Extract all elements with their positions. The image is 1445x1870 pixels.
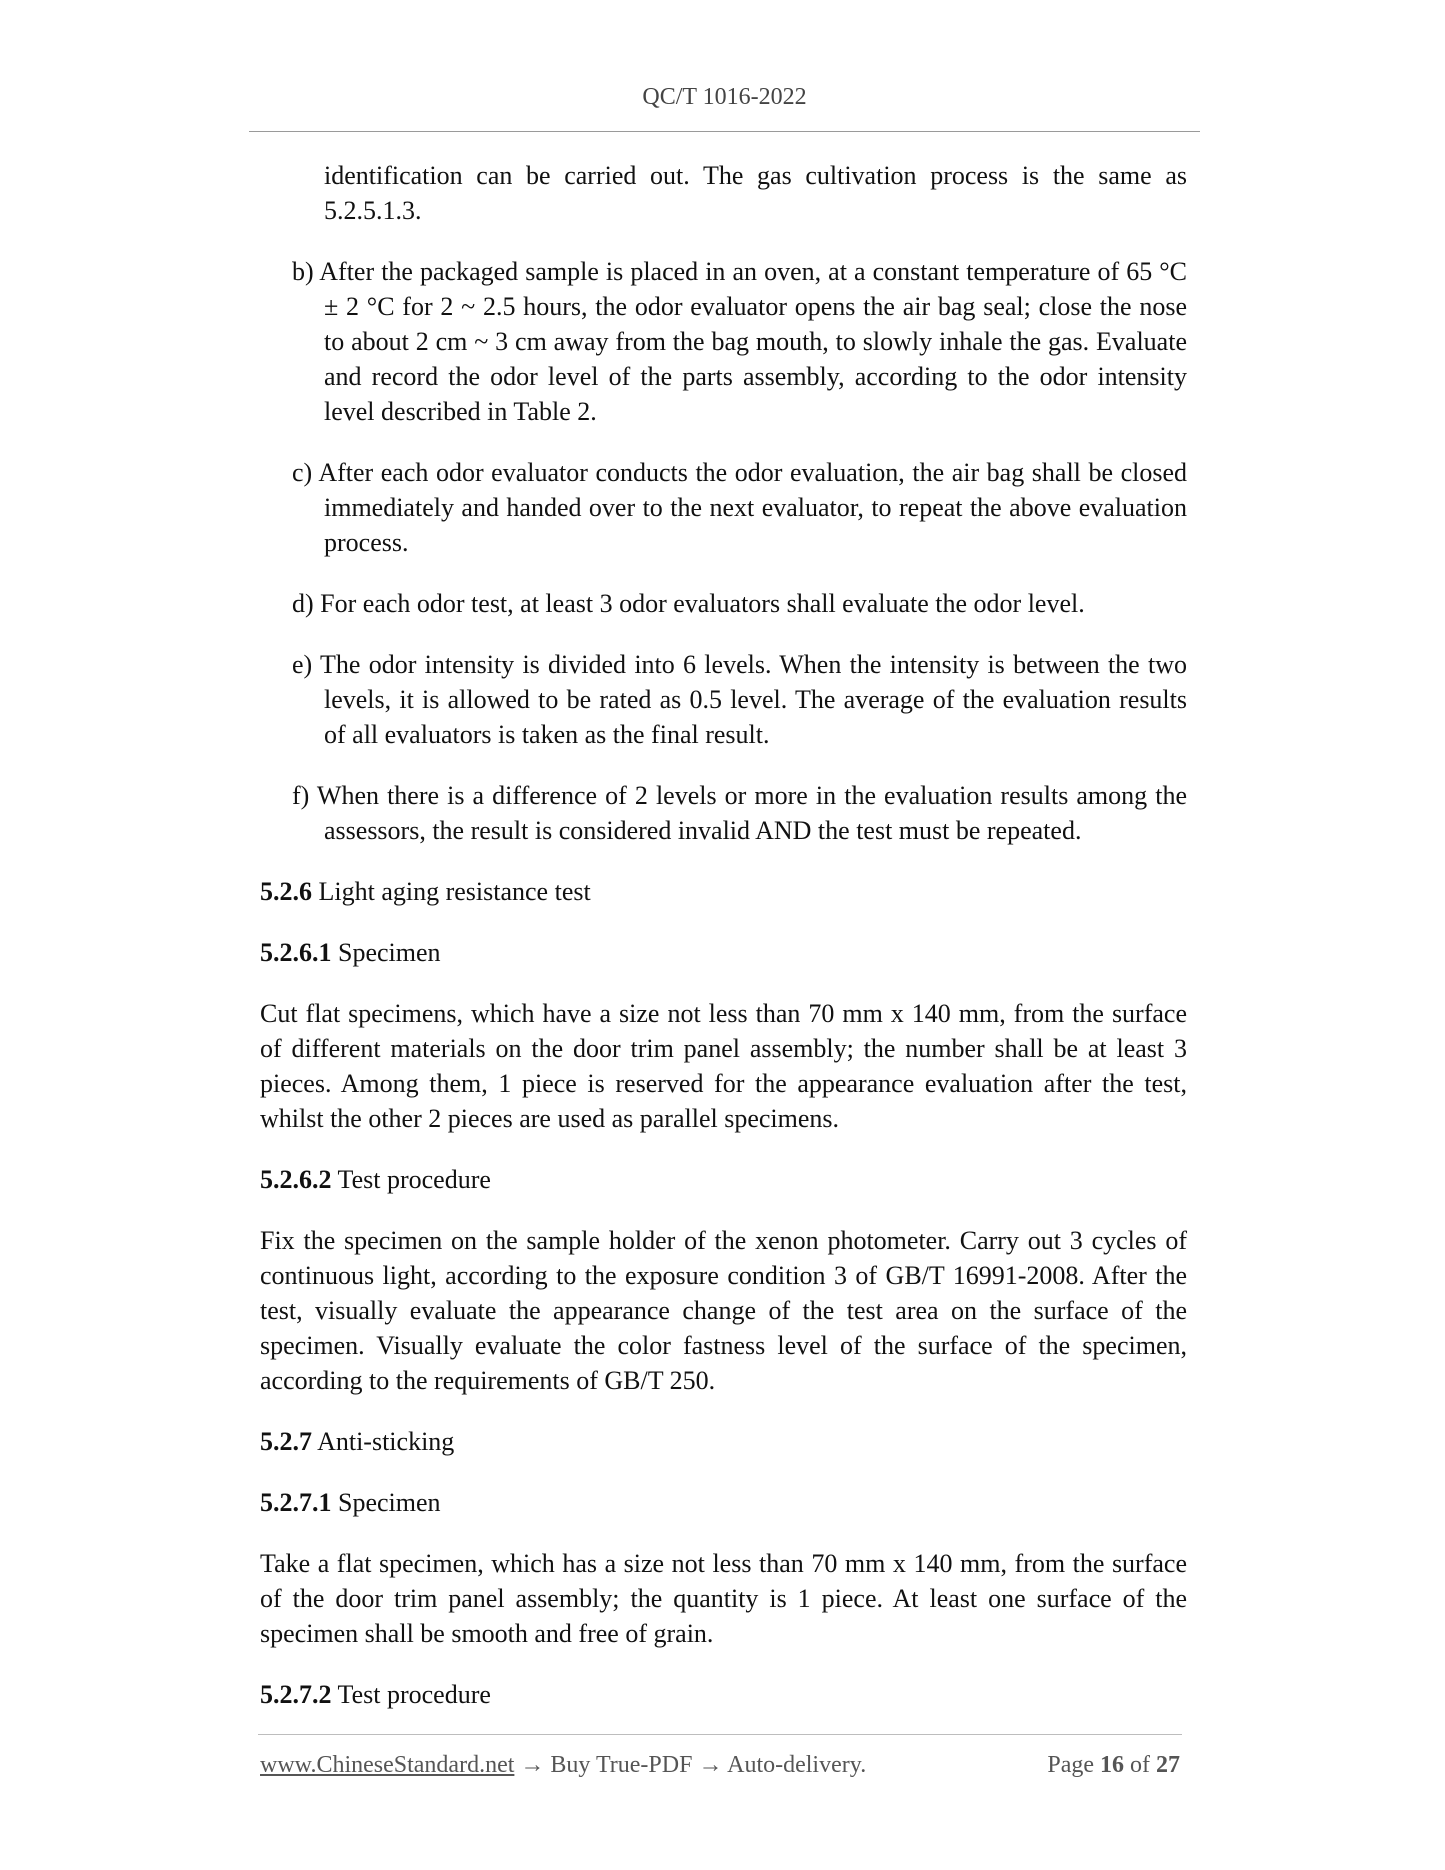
section-title: Specimen	[338, 938, 441, 967]
list-item-d: d) For each odor test, at least 3 odor evaluators shall evaluate the odor level.	[292, 589, 1085, 618]
paragraph-5-2-6-2: Fix the specimen on the sample holder of the xenon photometer. Carry out 3 cycles of continuous light, according to the exposure condition 3 of GB/T 16991-2008. After the test, visually evaluate the appearance change of the test area on the surface of the specimen. Visually evaluate the color fastness level of the surface of the specimen, according to the requirements of GB/T 250.	[260, 1226, 1187, 1395]
section-number: 5.2.7	[260, 1427, 312, 1456]
paragraph-5-2-6-1: Cut flat specimens, which have a size not less than 70 mm x 140 mm, from the surface of different materials on the door trim panel assembly; the number shall be at least 3 pieces. Among them, 1 piece is reserved for the appearance evaluation after the test, whilst the other 2 pieces are used as parallel specimens.	[260, 999, 1187, 1133]
section-number: 5.2.6.2	[260, 1165, 332, 1194]
section-number: 5.2.6.1	[260, 938, 332, 967]
section-heading-5-2-6	[260, 874, 1187, 909]
page-indicator	[1047, 1752, 1180, 1779]
section-number: 5.2.6	[260, 877, 312, 906]
list-item-b: b) After the packaged sample is placed in an oven, at a constant temperature of 65 °C ± 2 °C for 2 ~ 2.5 hours, the odor evaluator opens the air bag seal; close the nose to about 2 cm ~ 3 cm away from the bag mouth, to slowly inhale the gas. Evaluate and record the odor level of the parts assembly, according to the odor intensity level described in Table 2.	[292, 257, 1187, 426]
of-label: of	[1130, 1752, 1150, 1778]
section-title: Specimen	[338, 1488, 441, 1517]
section-heading-5-2-7	[260, 1424, 1187, 1459]
document-body	[260, 158, 1187, 1738]
page-header-title: QC/T 1016-2022	[642, 84, 807, 110]
page-number: 16	[1100, 1752, 1124, 1778]
footer-divider	[258, 1734, 1182, 1735]
section-number: 5.2.7.2	[260, 1680, 332, 1709]
section-number: 5.2.7.1	[260, 1488, 332, 1517]
footer-promo-text: → Buy True-PDF → Auto-delivery.	[514, 1752, 867, 1778]
page-label: Page	[1047, 1752, 1094, 1778]
header-divider	[249, 131, 1200, 132]
continuation-paragraph: identification can be carried out. The gas cultivation process is the same as 5.2.5.1.3.	[324, 161, 1187, 225]
footer-left	[260, 1752, 866, 1779]
paragraph-5-2-7-1: Take a flat specimen, which has a size not less than 70 mm x 140 mm, from the surface of the door trim panel assembly; the quantity is 1 piece. At least one surface of the specimen shall be smooth and free of grain.	[260, 1549, 1187, 1648]
section-heading-5-2-7-1	[260, 1485, 1187, 1520]
section-title: Light aging resistance test	[318, 877, 591, 906]
section-heading-5-2-7-2	[260, 1677, 1187, 1712]
section-heading-5-2-6-1	[260, 935, 1187, 970]
section-heading-5-2-6-2	[260, 1162, 1187, 1197]
list-item-c: c) After each odor evaluator conducts the odor evaluation, the air bag shall be closed immediately and handed over to the next evaluator, to repeat the above evaluation process.	[292, 458, 1187, 557]
list-item-f: f) When there is a difference of 2 levels or more in the evaluation results among the assessors, the result is considered invalid AND the test must be repeated.	[292, 781, 1187, 845]
page-total: 27	[1156, 1752, 1180, 1778]
section-title: Test procedure	[337, 1165, 491, 1194]
section-title: Test procedure	[337, 1680, 491, 1709]
section-title: Anti-sticking	[317, 1427, 455, 1456]
page-footer	[260, 1752, 1180, 1784]
website-link[interactable]: www.ChineseStandard.net	[260, 1752, 515, 1778]
list-item-e: e) The odor intensity is divided into 6 levels. When the intensity is between the two levels, it is allowed to be rated as 0.5 level. The average of the evaluation results of all evaluators is taken as the final result.	[292, 650, 1187, 749]
